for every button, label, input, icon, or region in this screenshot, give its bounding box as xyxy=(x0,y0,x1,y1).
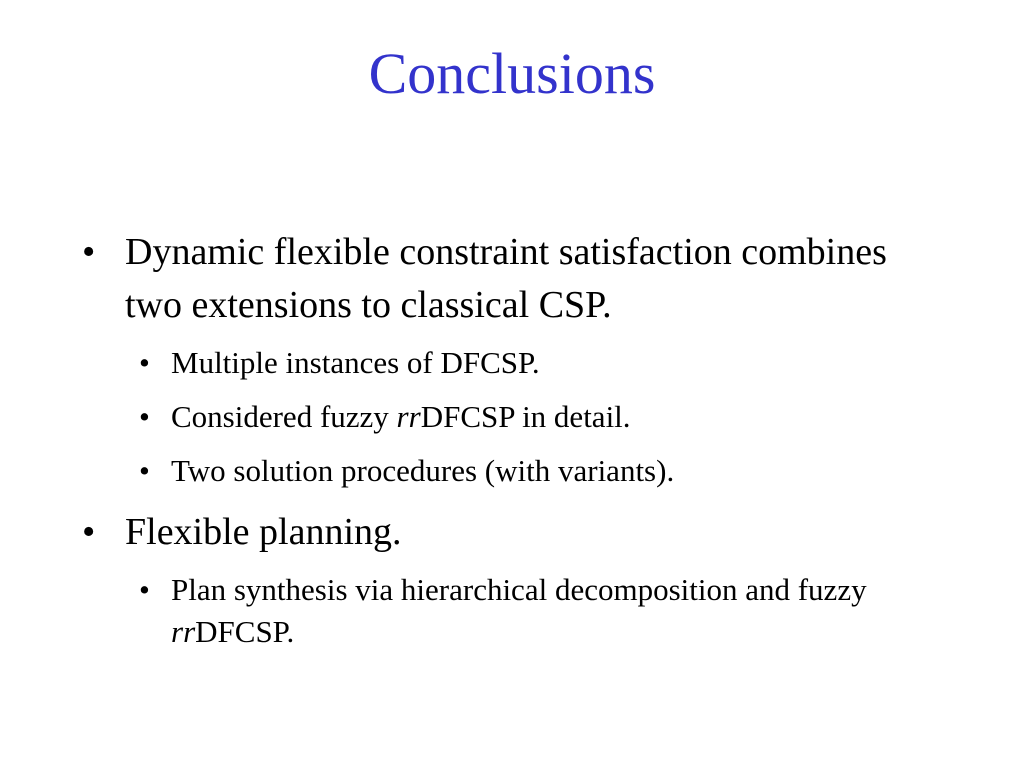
bullet-icon: • xyxy=(82,231,96,273)
sub-bullet-item-procedures xyxy=(139,450,942,492)
bullet-icon: • xyxy=(139,399,150,434)
sub-bullet-item-synthesis xyxy=(139,569,942,653)
bullet-text-italic: rr xyxy=(171,614,196,649)
bullet-text-suffix: DFCSP in detail. xyxy=(420,399,631,434)
sub-bullet-item-instances xyxy=(139,342,942,384)
bullet-text: Dynamic flexible constraint satisfaction combines two extensions to classical CSP. xyxy=(125,231,887,326)
bullet-text-suffix: DFCSP. xyxy=(195,614,295,649)
bullet-item-planning xyxy=(82,506,942,559)
slide-title: Conclusions xyxy=(368,41,656,106)
bullet-icon: • xyxy=(139,345,150,380)
bullet-icon: • xyxy=(82,511,96,553)
bullet-text-prefix: Plan synthesis via hierarchical decomposition and fuzzy xyxy=(171,572,867,607)
bullet-icon: • xyxy=(139,572,150,607)
bullet-text-prefix: Considered fuzzy xyxy=(171,399,397,434)
sub-bullet-item-fuzzy xyxy=(139,396,942,438)
bullet-list xyxy=(82,226,942,653)
bullet-item-dfcs xyxy=(82,226,942,332)
bullet-text-italic: rr xyxy=(396,399,421,434)
bullet-text: Two solution procedures (with variants). xyxy=(171,453,675,488)
bullet-icon: • xyxy=(139,453,150,488)
bullet-text: Multiple instances of DFCSP. xyxy=(171,345,540,380)
bullet-text: Flexible planning. xyxy=(125,511,402,553)
